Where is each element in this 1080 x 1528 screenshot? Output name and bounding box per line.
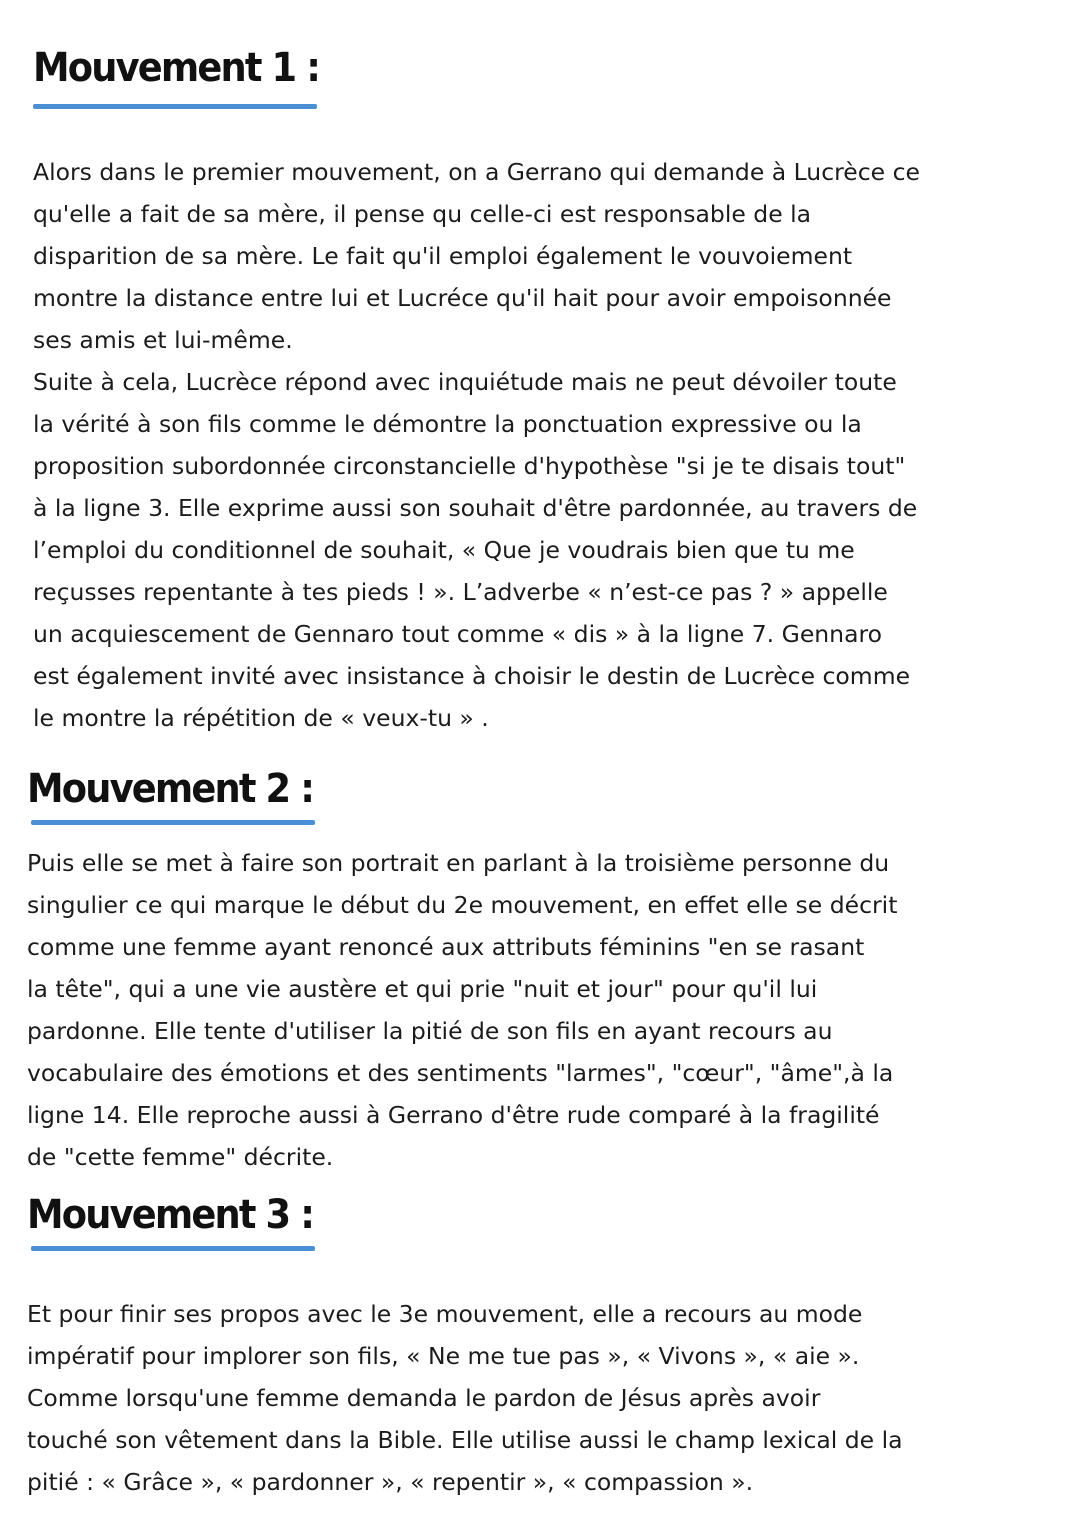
- text-line: le montre la répétition de « veux-tu » .: [33, 704, 489, 732]
- section-2-heading: Mouvement 2 :: [27, 766, 314, 812]
- text-line: Et pour finir ses propos avec le 3e mouvement, elle a recours au mode: [27, 1300, 863, 1328]
- text-line: Puis elle se met à faire son portrait en parlant à la troisième personne du: [27, 849, 890, 877]
- section-3-heading: Mouvement 3 :: [27, 1192, 314, 1238]
- text-line: singulier ce qui marque le début du 2e mouvement, en effet elle se décrit: [27, 891, 898, 919]
- text-line: Suite à cela, Lucrèce répond avec inquiétude mais ne peut dévoiler toute: [33, 368, 897, 396]
- text-line: qu'elle a fait de sa mère, il pense qu celle-ci est responsable de la: [33, 200, 812, 228]
- text-line: pardonne. Elle tente d'utiliser la pitié de son fils en ayant recours au: [27, 1017, 833, 1045]
- section-1-underline: [33, 104, 317, 109]
- section-1-heading: Mouvement 1 :: [33, 45, 320, 91]
- text-line: reçusses repentante à tes pieds ! ». L’adverbe « n’est-ce pas ? » appelle: [33, 578, 888, 606]
- text-line: comme une femme ayant renoncé aux attributs féminins "en se rasant: [27, 933, 865, 961]
- text-line: l’emploi du conditionnel de souhait, « Que je voudrais bien que tu me: [33, 536, 855, 564]
- text-line: ligne 14. Elle reproche aussi à Gerrano d'être rude comparé à la fragilité: [27, 1101, 880, 1129]
- text-line: Comme lorsqu'une femme demanda le pardon de Jésus après avoir: [27, 1384, 821, 1412]
- section-1-paragraph: [33, 151, 920, 739]
- text-line: vocabulaire des émotions et des sentiments "larmes", "cœur", "âme",à la: [27, 1059, 894, 1087]
- section-3-paragraph: [27, 1293, 903, 1503]
- text-line: touché son vêtement dans la Bible. Elle utilise aussi le champ lexical de la: [27, 1426, 903, 1454]
- section-2-paragraph: [27, 842, 897, 1178]
- text-line: montre la distance entre lui et Lucréce qu'il hait pour avoir empoisonnée: [33, 284, 892, 312]
- text-line: disparition de sa mère. Le fait qu'il emploi également le vouvoiement: [33, 242, 853, 270]
- text-line: un acquiescement de Gennaro tout comme « dis » à la ligne 7. Gennaro: [33, 620, 882, 648]
- text-line: à la ligne 3. Elle exprime aussi son souhait d'être pardonnée, au travers de: [33, 494, 918, 522]
- text-line: proposition subordonnée circonstancielle d'hypothèse "si je te disais tout": [33, 452, 906, 480]
- text-line: ses amis et lui-même.: [33, 326, 293, 354]
- text-line: la tête", qui a une vie austère et qui prie "nuit et jour" pour qu'il lui: [27, 975, 818, 1003]
- text-line: de "cette femme" décrite.: [27, 1143, 334, 1171]
- text-line: pitié : « Grâce », « pardonner », « repentir », « compassion ».: [27, 1468, 754, 1496]
- section-3-underline: [31, 1246, 315, 1251]
- text-line: la vérité à son fils comme le démontre la ponctuation expressive ou la: [33, 410, 862, 438]
- text-line: est également invité avec insistance à choisir le destin de Lucrèce comme: [33, 662, 911, 690]
- text-line: impératif pour implorer son fils, « Ne me tue pas », « Vivons », « aie ».: [27, 1342, 860, 1370]
- text-line: Alors dans le premier mouvement, on a Gerrano qui demande à Lucrèce ce: [33, 158, 920, 186]
- section-2-underline: [31, 820, 315, 825]
